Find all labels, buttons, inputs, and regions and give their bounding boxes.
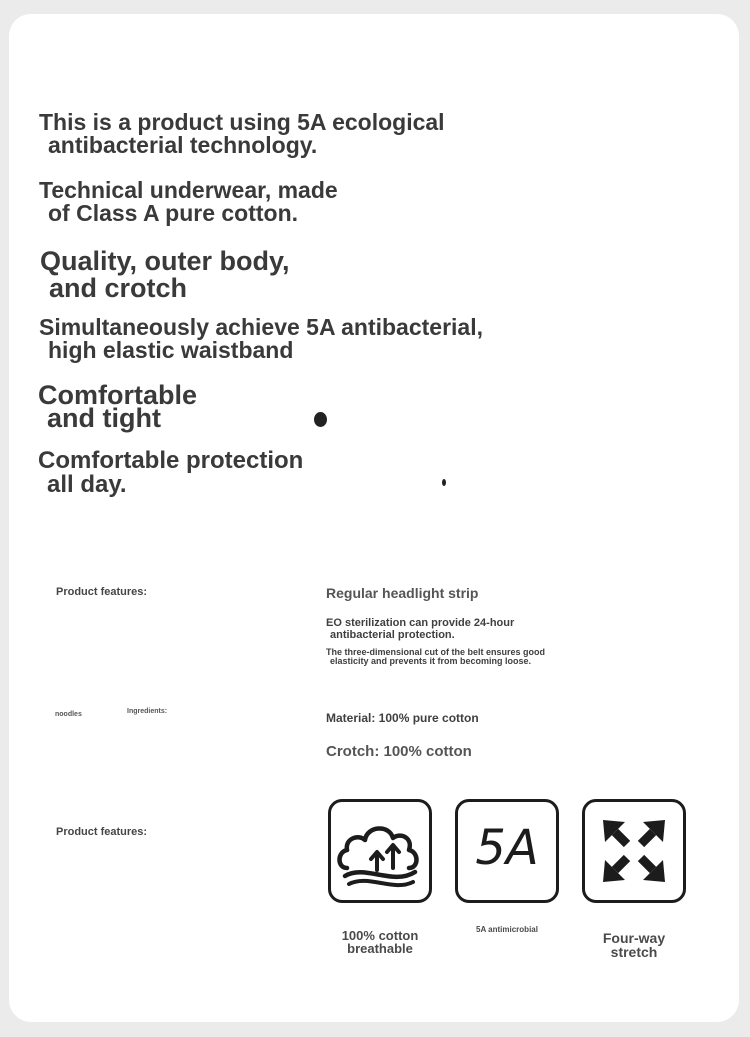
headline-6 [38,449,303,497]
feature-point-2-line1: The three-dimensional cut of the belt ensures good [326,647,546,657]
ingredients-label: Ingredients: [127,708,168,715]
5a-text-icon [455,799,559,903]
four-way-arrows-icon [582,799,686,903]
icon-caption-3-line1: Four-way [602,930,666,946]
headline-1 [39,111,445,157]
headline-1-line1: This is a product using 5A ecological [39,109,445,135]
noodles-label: noodles [55,711,82,718]
crotch-text: Crotch: 100% cotton [326,743,472,760]
5a-glyph: 5A [475,820,539,876]
headline-2 [39,179,338,225]
headline-3-line2: and crotch [49,273,188,303]
icon-caption-1-line1: 100% cotton [341,928,419,943]
headline-3-line1: Quality, outer body, [40,246,290,276]
feature-point-2 [326,648,545,667]
product-features-label: Product features: [56,586,148,598]
headline-3 [40,248,290,302]
headline-4-line1: Simultaneously achieve 5A antibacterial, [39,314,483,340]
headline-6-line2: all day. [47,471,127,498]
feature-point-1-line1: EO sterilization can provide 24-hour [326,617,515,629]
icon-caption-2 [455,926,559,934]
icon-caption-3 [582,931,686,959]
product-features-label-2: Product features: [56,826,148,838]
cloud-breathable-icon-svg [331,802,429,900]
icon-caption-1 [328,929,432,955]
headline-6-line1: Comfortable protection [38,447,304,474]
headline-5-line1: Comfortable [38,380,198,410]
cloud-breathable-icon [328,799,432,903]
headline-1-line2: antibacterial technology. [48,132,318,158]
content-card [9,14,739,1022]
icon-caption-1-line2: breathable [347,941,413,956]
headline-2-line2: of Class A pure cotton. [48,200,299,226]
speck-dot [442,479,446,486]
headline-2-line1: Technical underwear, made [39,177,338,203]
feature-point-1-line2: antibacterial protection. [330,628,455,641]
headline-4-line2: high elastic waistband [48,337,294,363]
material-text: Material: 100% pure cotton [326,711,479,725]
icon-caption-2-line1: 5A antimicrobial [476,925,538,934]
headline-4 [39,316,483,362]
headline-5-line2: and tight [47,402,161,433]
icon-caption-3-line2: stretch [610,944,658,960]
features-title: Regular headlight strip [326,585,479,601]
feature-point-1 [326,618,514,641]
feature-point-2-line2: elasticity and prevents it from becoming loose. [330,656,532,667]
four-way-arrows-icon-svg [585,802,683,900]
headline-5 [38,380,198,433]
speck-dot [314,412,327,427]
